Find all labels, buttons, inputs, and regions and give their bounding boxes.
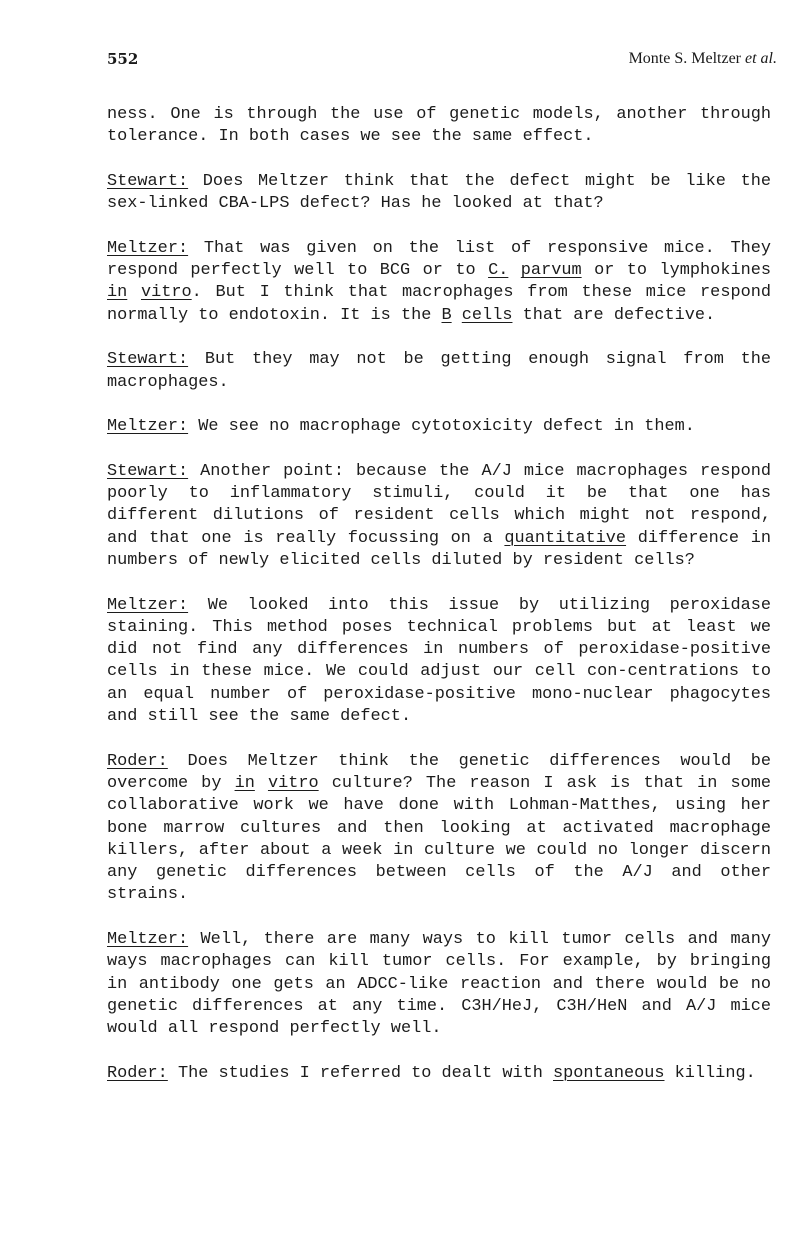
underlined-term: B (441, 305, 452, 325)
discussion-paragraph (107, 929, 771, 1040)
page-header (107, 50, 777, 74)
speaker-name: Stewart: (107, 461, 189, 481)
underlined-term: in (107, 283, 128, 303)
paragraph-text: or to lymphokines (581, 261, 771, 281)
discussion-paragraph (107, 595, 771, 729)
paragraph-text (255, 774, 268, 793)
speaker-name: Stewart: (107, 350, 189, 370)
running-head (629, 50, 777, 68)
speaker-name: Roder: (107, 751, 168, 771)
discussion-paragraph (107, 461, 771, 572)
discussion-paragraph (107, 104, 771, 149)
speaker-name: Meltzer: (107, 595, 189, 615)
paragraph-text (508, 261, 520, 280)
speaker-name: Meltzer: (107, 929, 189, 949)
discussion-transcript (107, 104, 771, 1107)
discussion-paragraph (107, 1063, 771, 1085)
underlined-term: vitro (267, 773, 319, 793)
discussion-paragraph (107, 751, 771, 907)
underlined-term: quantitative (504, 528, 627, 548)
paragraph-text: We see no macrophage cytotoxicity defect in them. (188, 417, 695, 437)
paragraph-text: . But I think that macrophages from these mice respond normally to endotoxin. It is the (107, 283, 771, 325)
underlined-term: vitro (140, 283, 192, 303)
underlined-term: cells (461, 305, 513, 325)
speaker-name: Meltzer: (107, 417, 189, 437)
speaker-name: Roder: (107, 1063, 168, 1083)
paragraph-text: That was given on the list of responsive mice. They respond perfectly well to BCG or to (107, 238, 771, 281)
paragraph-text: Well, there are many ways to kill tumor cells and many ways macrophages can kill tumor cells. For example, by bringing in antibody one gets an ADCC-like reaction and there would be no genetic differences at any time. C3H/HeJ, C3H/HeN and A/J mice would all respond perfectly well. (107, 929, 771, 1039)
discussion-paragraph (107, 171, 771, 216)
paragraph-text: Does Meltzer think the genetic differences would be overcome by (107, 751, 771, 793)
underlined-term: spontaneous (553, 1063, 665, 1083)
paragraph-text: Does Meltzer think that the defect might be like the sex-linked CBA-LPS defect? Has he looked at that? (107, 171, 771, 214)
speaker-name: Meltzer: (107, 238, 189, 258)
paragraph-text (127, 283, 141, 302)
running-head-author: Monte S. Meltzer (628, 50, 745, 67)
discussion-paragraph (107, 238, 771, 327)
paragraph-text: killing. (664, 1063, 756, 1083)
discussion-paragraph (107, 349, 771, 394)
running-head-et-al: et al. (745, 50, 777, 67)
page-number: 552 (107, 50, 139, 68)
discussion-paragraph (107, 416, 771, 438)
paragraph-text: culture? The reason I ask is that in some collaborative work we have done with Lohman-Matthes, using her bone marrow cultures and then looking at activated macrophage killers, after about a week in culture we could no longer discern any genetic differences between cells of the A/J and other strains. (107, 773, 772, 905)
paragraph-text: We looked into this issue by utilizing peroxidase staining. This method poses technical problems but at least we did not find any differences in numbers of peroxidase-positive cells in these mice. We could adjust our cell con-centrations to an equal number of peroxidase-positive mono-nuclear phagocytes and still see the same defect. (107, 595, 771, 727)
speaker-name: Stewart: (107, 171, 189, 191)
paragraph-text: difference in numbers of newly elicited cells diluted by resident cells? (107, 528, 772, 570)
underlined-term: C. (488, 261, 509, 281)
paragraph-text: that are defective. (512, 305, 716, 325)
paragraph-text: ness. One is through the use of genetic models, another through tolerance. In both cases we see the same effect. (107, 105, 771, 147)
underlined-term: in (234, 773, 255, 793)
paragraph-text: The studies I referred to dealt with (167, 1063, 553, 1083)
paragraph-text: But they may not be getting enough signal from the macrophages. (107, 350, 771, 392)
paragraph-text (452, 306, 462, 325)
paragraph-text: Another point: because the A/J mice macrophages respond poorly to inflammatory stimuli, could it be that one has different dilutions of resident cells which might not respond, and that one is really focussing on a (107, 461, 771, 548)
underlined-term: parvum (520, 261, 582, 281)
